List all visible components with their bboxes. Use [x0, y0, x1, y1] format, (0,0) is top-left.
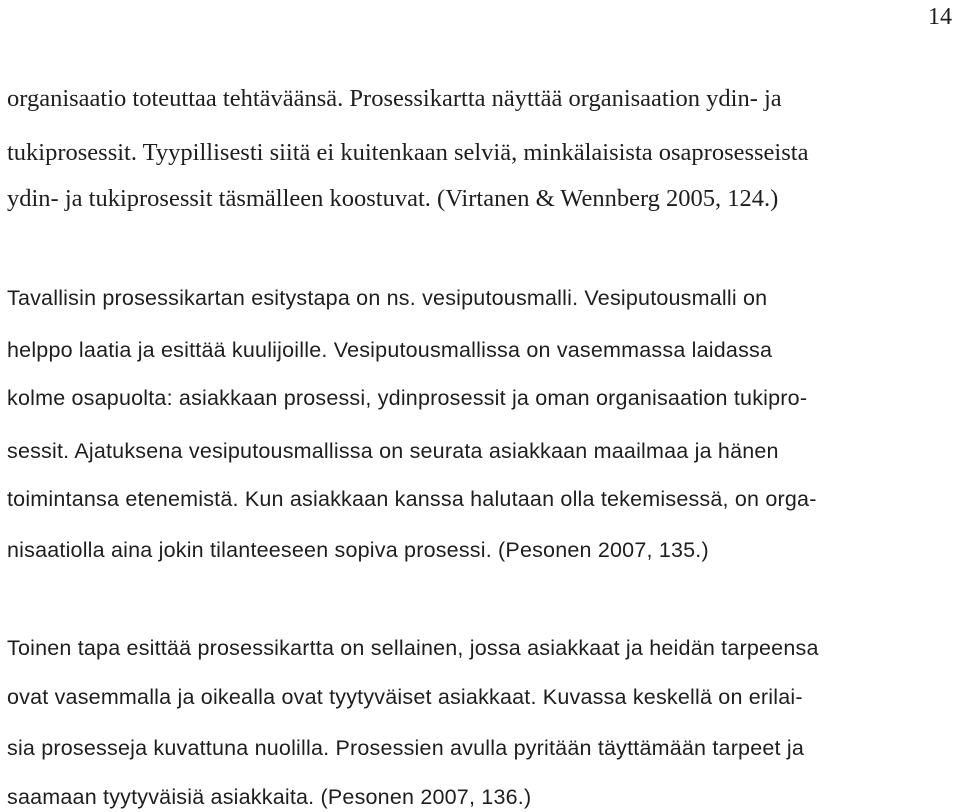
paragraph-line: tukiprosessit. Tyypillisesti siitä ei kuitenkaan selviä, minkälaisista osaprosesseista — [7, 139, 809, 166]
paragraph-line: sia prosesseja kuvattuna nuolilla. Prosessien avulla pyritään täyttämään tarpeet ja — [7, 736, 805, 760]
paragraph-line: organisaatio toteuttaa tehtäväänsä. Prosessikartta näyttää organisaation ydin- ja — [7, 85, 782, 112]
paragraph-line: sessit. Ajatuksena vesiputousmallissa on seurata asiakkaan maailmaa ja hänen — [7, 439, 779, 463]
paragraph-line: kolme osapuolta: asiakkaan prosessi, ydinprosessit ja oman organisaation tukipro- — [7, 386, 808, 410]
paragraph-line: ydin- ja tukiprosessit täsmälleen koostuvat. (Virtanen & Wennberg 2005, 124.) — [7, 185, 779, 212]
paragraph-line: toimintansa etenemistä. Kun asiakkaan kanssa halutaan olla tekemisessä, on orga- — [7, 487, 817, 511]
paragraph-line: helppo laatia ja esittää kuulijoille. Vesiputousmallissa on vasemmassa laidassa — [7, 338, 773, 362]
paragraph-line: Toinen tapa esittää prosessikartta on sellainen, jossa asiakkaat ja heidän tarpeensa — [7, 636, 819, 660]
paragraph-line: ovat vasemmalla ja oikealla ovat tyytyväiset asiakkaat. Kuvassa keskellä on erilai- — [7, 685, 803, 709]
paragraph-line: nisaatiolla aina jokin tilanteeseen sopiva prosessi. (Pesonen 2007, 135.) — [7, 538, 709, 562]
paragraph-line: saamaan tyytyväisiä asiakkaita. (Pesonen 2007, 136.) — [7, 785, 532, 809]
paragraph-line: Tavallisin prosessikartan esitystapa on ns. vesiputousmalli. Vesiputousmalli on — [7, 286, 768, 310]
page-number: 14 — [928, 4, 952, 30]
